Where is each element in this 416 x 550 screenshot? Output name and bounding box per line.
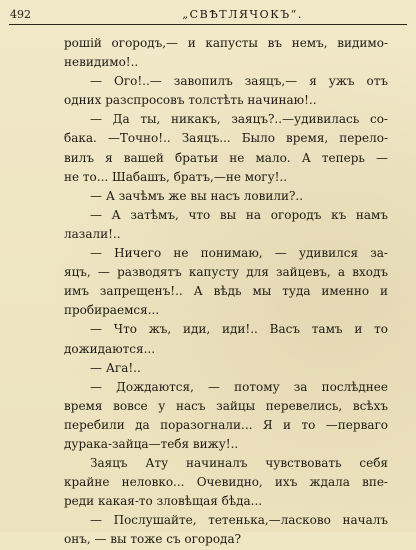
text-line: онъ, — вы тоже съ огорода? xyxy=(64,532,242,547)
text-line: имъ запрещенъ!.. А вѣдь мы туда именно и xyxy=(64,284,388,299)
text-line: рошій огородъ,— и капусты въ немъ, видимо- xyxy=(64,36,388,50)
page-number: 492 xyxy=(10,7,31,21)
text-line: перебили да поразогнали... Я и то —перваго xyxy=(64,417,388,432)
text-line: — Ага!.. xyxy=(90,360,141,375)
text-line: реди какая-то зловѣщая бѣда... xyxy=(64,494,263,509)
text-line: пробираемся... xyxy=(64,303,160,318)
text-line: Заяцъ Ату начиналъ чувствовать себя xyxy=(90,456,388,471)
text-line: — Ого!..— завопилъ заяцъ,— я ужъ отъ xyxy=(90,74,388,89)
text-line: лазали!.. xyxy=(64,226,121,241)
body-text xyxy=(64,34,388,550)
text-line: бака. —Точно!.. Заяцъ... Было время, перело- xyxy=(64,131,388,146)
text-line: время вовсе у насъ зайцы перевелись, всѣхъ xyxy=(64,398,388,413)
text-line: — Дождаются, — потому за послѣднее xyxy=(90,379,388,394)
text-line: вилъ я вашей братьи не мало. А теперь — xyxy=(64,150,388,165)
text-line: — Послушайте, тетенька,—ласково началъ xyxy=(90,513,388,528)
journal-title: „СВѢТЛЯЧОКЪ“. xyxy=(182,7,303,21)
text-line: невидимо!.. xyxy=(64,55,139,70)
text-line: крайне неловко... Очевидно, ихъ ждала впе- xyxy=(64,475,388,490)
text-line: — Ничего не понимаю, — удивился за- xyxy=(90,246,388,261)
text-line: — А зачѣмъ же вы насъ ловили?.. xyxy=(90,188,304,203)
text-line: — Да ты, никакъ, заяцъ?..—удивилась со- xyxy=(90,112,388,127)
text-line: дурака-зайца—тебя вижу!.. xyxy=(64,436,239,451)
header-rule xyxy=(9,24,407,25)
text-line: — А затѣмъ, что вы на огородъ къ намъ xyxy=(90,207,388,222)
text-line: не то... Шабашъ, братъ,—не могу!.. xyxy=(64,169,288,184)
text-line: одних разспросовъ толстѣть начинаю!.. xyxy=(64,93,317,108)
text-line: дожидаются... xyxy=(64,341,156,356)
text-line: яцъ, — разводятъ капусту для зайцевъ, а входъ xyxy=(64,265,388,280)
running-header xyxy=(10,6,406,22)
text-line: — Что жъ, иди, иди!.. Васъ тамъ и то xyxy=(90,322,388,337)
